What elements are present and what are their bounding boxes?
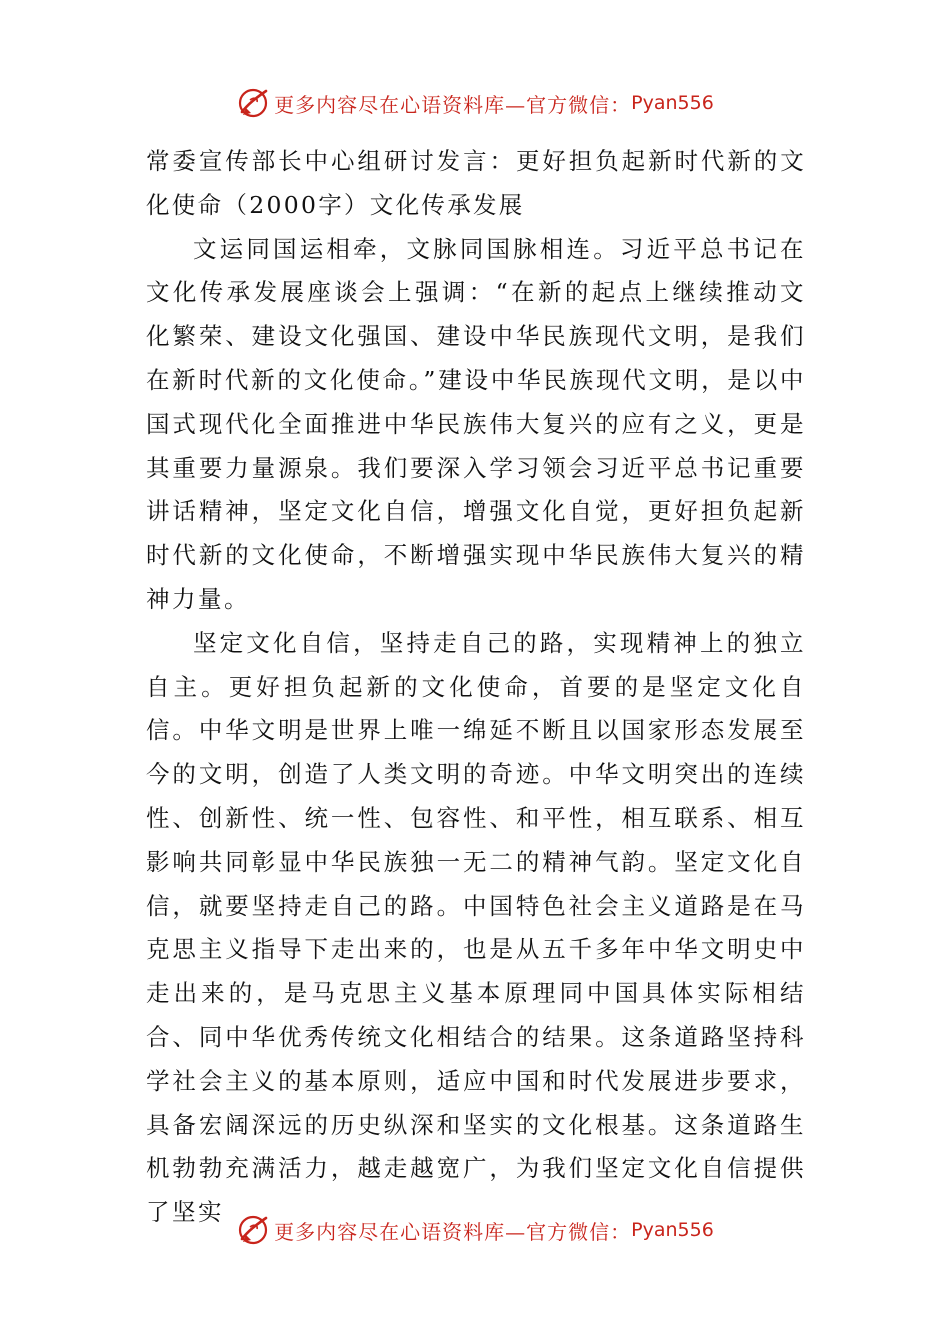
pen-swirl-logo-icon — [236, 1213, 270, 1247]
footer-watermark — [0, 1210, 950, 1250]
header-watermark-id: Pyan556 — [631, 92, 714, 114]
document-title: 常委宣传部长中心组研讨发言：更好担负起新时代新的文化使命（2000字）文化传承发展 — [146, 147, 806, 219]
pen-swirl-logo-icon — [236, 86, 270, 120]
paragraph-2: 坚定文化自信，坚持走自己的路，实现精神上的独立自主。更好担负起新的文化使命，首要的是坚定文化自信。中华文明是世界上唯一绵延不断且以国家形态发展至今的文明，创造了人类文明的奇迹。中华文明突出的连续性、创新性、统一性、包容性、和平性，相互联系、相互影响共同彰显中华民族独一无二的精神气韵。坚定文化自信，就要坚持走自己的路。中国特色社会主义道路是在马克思主义指导下走出来的，也是从五千多年中华文明史中走出来的，是马克思主义基本原理同中国具体实际相结合、同中华优秀传统文化相结合的结果。这条道路坚持科学社会主义的基本原则，适应中国和时代发展进步要求，具备宏阔深远的历史纵深和坚实的文化根基。这条道路生机勃勃充满活力，越走越宽广，为我们坚定文化自信提供了坚实 — [146, 628, 806, 1227]
header-watermark — [0, 83, 950, 123]
document-body — [146, 140, 806, 1235]
paragraph-1: 文运同国运相牵，文脉同国脉相连。习近平总书记在文化传承发展座谈会上强调：“在新的起点上继续推动文化繁荣、建设文化强国、建设中华民族现代文明，是我们在新时代新的文化使命。”建设中华民族现代文明，是以中国式现代化全面推进中华民族伟大复兴的应有之义，更是其重要力量源泉。我们要深入学习领会习近平总书记重要讲话精神，坚定文化自信，增强文化自觉，更好担负起新时代新的文化使命，不断增强实现中华民族伟大复兴的精神力量。 — [146, 234, 806, 613]
footer-watermark-text: 更多内容尽在心语资料库—官方微信： — [274, 1219, 632, 1244]
footer-watermark-id: Pyan556 — [631, 1219, 714, 1241]
header-watermark-text: 更多内容尽在心语资料库—官方微信： — [274, 92, 632, 117]
